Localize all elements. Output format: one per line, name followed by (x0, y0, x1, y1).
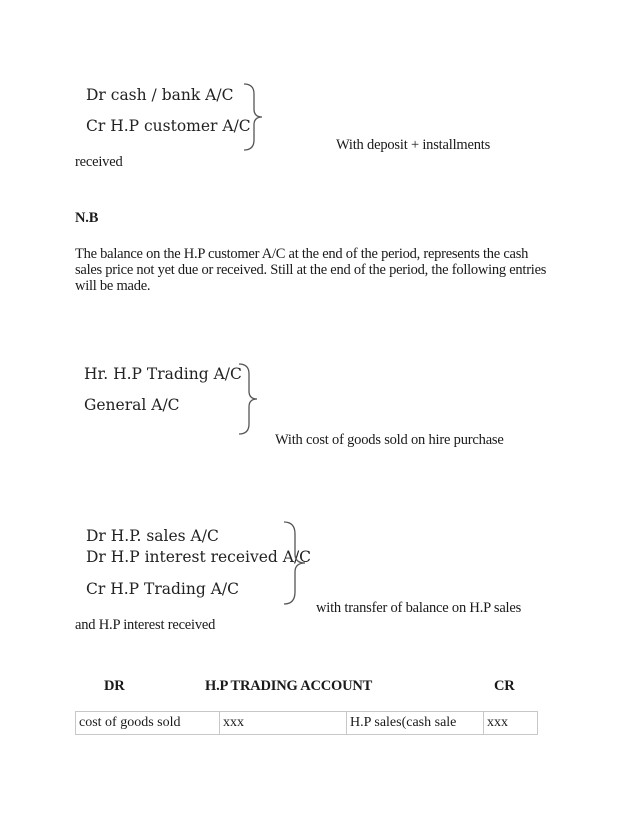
entry-dr-hp-sales: Dr H.P. sales A/C (86, 527, 219, 545)
cost-of-goods-note: With cost of goods sold on hire purchase (275, 432, 504, 448)
entry-cr-hp-customer: Cr H.P customer A/C (86, 117, 251, 135)
transfer-note: with transfer of balance on H.P sales (316, 600, 522, 616)
entry-dr-hp-interest: Dr H.P interest received A/C (86, 548, 312, 566)
entry-dr-cash-bank: Dr cash / bank A/C (86, 86, 234, 104)
nb-paragraph: The balance on the H.P customer A/C at the end of the period, represents the cash sales price not yet due or received. Still at the end of the period, the following entries will be made. (75, 246, 547, 294)
table-cell-amount: xxx (220, 712, 347, 735)
table-row (76, 712, 538, 735)
trading-account-title: H.P TRADING ACCOUNT (205, 678, 373, 694)
nb-heading: N.B (75, 210, 99, 226)
entry-cr-hp-trading: Cr H.P Trading A/C (86, 580, 239, 598)
entry-hr-hp-trading: Hr. H.P Trading A/C (84, 365, 242, 383)
curly-brace-icon (240, 82, 266, 152)
curly-brace-icon (280, 520, 310, 606)
deposit-note: With deposit + installments (336, 137, 491, 153)
cr-heading: CR (494, 678, 515, 694)
table-cell-hp-sales: H.P sales(cash sale (347, 712, 484, 735)
table-cell-cost-of-goods: cost of goods sold (76, 712, 220, 735)
entry-general: General A/C (84, 396, 180, 414)
dr-heading: DR (104, 678, 125, 694)
transfer-note-continued: and H.P interest received (75, 617, 216, 633)
curly-brace-icon (235, 362, 261, 436)
table-cell-amount: xxx (484, 712, 538, 735)
trading-account-table (75, 711, 538, 735)
deposit-note-continued: received (75, 154, 123, 170)
